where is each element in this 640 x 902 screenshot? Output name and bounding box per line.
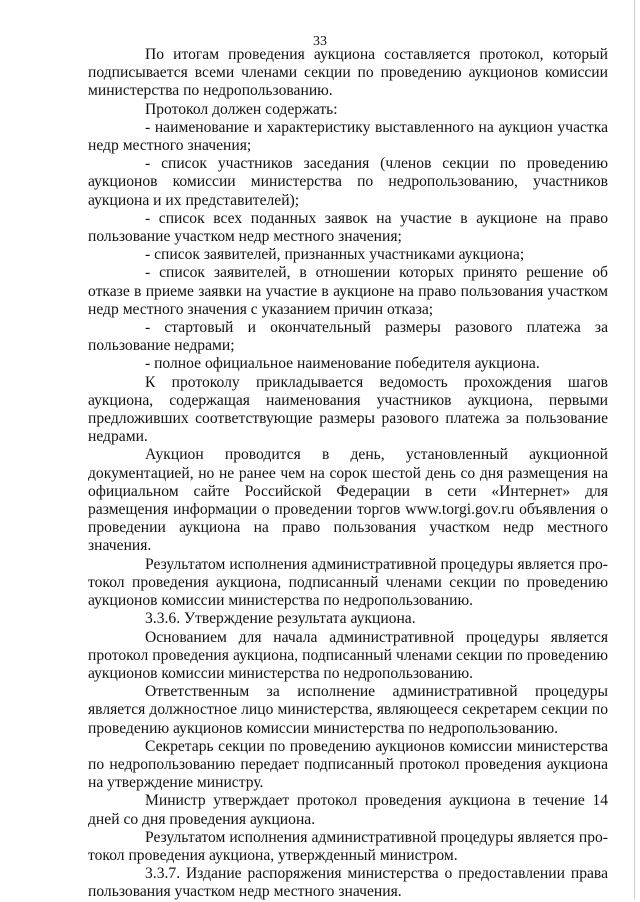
paragraph: Министр утверждает протокол проведения аукциона в течение 14 дней со дня проведения аукциона. xyxy=(88,792,608,828)
list-item: - список всех поданных заявок на участие в аукционе на право пользование участком недр местного значения; xyxy=(88,209,608,246)
section-heading: 3.3.6. Утверждение результата аукциона. xyxy=(145,610,416,628)
paragraph: К протоколу прикладывается ведомость прохождения шагов аукциона, содержащая наименования участников аукциона, первыми предложивших соответствующие размеры разового платежа за пользование недрами. xyxy=(88,373,608,446)
list-item: - стартовый и окончательный размеры разового платежа за пользование недрами; xyxy=(88,319,608,355)
paragraph: Результатом исполнения административной процедуры является протокол проведения аукциона, подписанный членами секции по проведению аукционов комиссии министерства по недропользованию. xyxy=(88,555,608,610)
paragraph: Аукцион проводится в день, установленный аукционной документацией, но не ранее чем на сорок шестой день со дня размещения на официальном сайте Российской Федерации в сети «Интернет» для размещения информации о проведении торгов www.torgi.gov.ru объявления о проведении аукциона на право пользования участком недр местного значения. xyxy=(88,446,608,555)
section-heading: 3.3.7. Издание распоряжения министерства о предоставлении права пользования участком недр местного значения. xyxy=(88,865,608,901)
list-item: - список заявителей, признанных участниками аукциона; xyxy=(145,246,525,264)
paragraph: Результатом исполнения административной процедуры является протокол проведения аукциона, утвержденный министром. xyxy=(88,828,608,864)
paragraph: Секретарь секции по проведению аукционов комиссии министерства по недропользованию передает подписанный протокол проведения аукциона на утверждение министру. xyxy=(88,737,608,792)
page-number: 33 xyxy=(313,34,327,49)
scan-edge-line xyxy=(634,0,635,899)
list-item: - список заявителей, в отношении которых принято решение об отказе в приеме заявки на участие в аукционе на право пользования участком недр местного значения с указанием причин отказа; xyxy=(88,264,608,318)
list-item: - список участников заседания (членов секции по проведению аукционов комиссии министерства по недропользованию, участников аукциона и их представителей); xyxy=(88,155,608,209)
paragraph: Основанием для начала административной процедуры является протокол проведения аукциона, подписанный членами секции по проведению аукционов комиссии министерства по недропользованию. xyxy=(88,628,608,682)
document-body xyxy=(88,46,608,902)
paragraph: Протокол должен содержать: xyxy=(145,100,338,118)
paragraph: По итогам проведения аукциона составляется протокол, который подписывается всеми членами секции по проведению аукционов комиссии министерства по недропользованию. xyxy=(88,46,608,100)
list-item: - полное официальное наименование победителя аукциона. xyxy=(145,355,540,373)
list-item: - наименование и характеристику выставленного на аукцион участка недр местного значения; xyxy=(88,118,608,155)
paragraph: Ответственным за исполнение административной процедуры является должностное лицо министерства, являющееся секретарем секции по проведению аукционов комиссии министерства по недропользованию. xyxy=(88,683,608,737)
